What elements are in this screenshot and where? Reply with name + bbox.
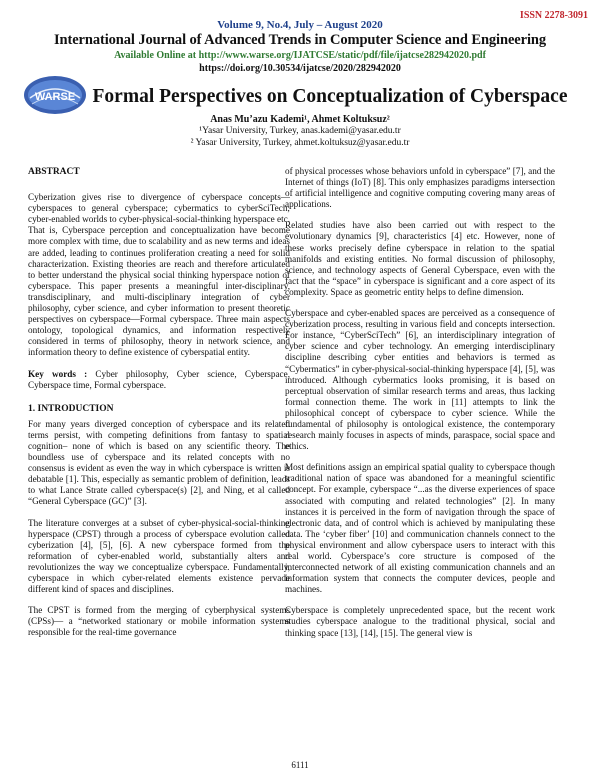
doi-link[interactable]: https://doi.org/10.30534/ijatcse/2020/282942020 bbox=[199, 63, 401, 74]
keywords bbox=[28, 369, 290, 391]
intro-paragraph-3: The CPST is formed from the merging of cyberphysical systems (CPSs)— a “networked stationary or mobile information systems responsible for the real-time governance bbox=[28, 605, 290, 638]
issn-label: ISSN 2278-3091 bbox=[519, 10, 588, 21]
authors: Anas Mu’azu Kademi¹, Ahmet Koltuksuz² bbox=[210, 114, 390, 125]
abstract-heading: ABSTRACT bbox=[28, 167, 80, 177]
journal-title: International Journal of Advanced Trends in Computer Science and Engineering bbox=[53, 32, 547, 48]
affiliation-1: ¹Yasar University, Turkey, anas.kademi@yasar.edu.tr bbox=[199, 126, 401, 136]
logo-text: WARSE bbox=[34, 91, 76, 103]
available-online-link[interactable]: Available Online at http://www.warse.org/IJATCSE/static/pdf/file/ijatcse282942020.pdf bbox=[114, 50, 486, 61]
abstract-text: Cyberization gives rise to divergence of cyberspace concepts—cyberspaces to general cyberspace; cybermatics to cyberSciTech; cyber-enabled worlds to cyber-physical-social-thinking hyperspace etc. That is, Cyberspace perception and conceptualization have become more complex with time, due to scalability and as new terms and ideas are added, leading to continues proliferation creating a need for solid characterization. Existing theories are reach and therefore articulated to better understand the physical social thinking hyperspace notion of cyberspace. This paper presents a meaningful inter-disciplinary, transdisciplinary, and multi-disciplinary integration of cyber philosophy, cyber science, and cyber information to present theoretic perspectives on cyberspace—Formal cyberspace. Three main aspects ontology, topological dynamics, and information respectively considered in terms of philosophy, theory in network science, and information theory to define existence of cyberspatial entity. bbox=[28, 192, 290, 358]
page-number: 6111 bbox=[291, 760, 309, 770]
keywords-label: Key words : bbox=[28, 368, 88, 379]
intro-paragraph-1: For many years diverged conception of cyberspace and its related terms persist, with competing definitions from fantasy to spatial cognition– none of which is based on any scientific theory. The boundless use of cyberspace and its related concepts with no consensus is evident as even the way in which cyberspace is written is debatable [1]. This, especially as semantic problem of definition, leads to what Lance Strate called cyberspace(s) [2], and Ning, et al called “General Cyberspace (GC)” [3]. bbox=[28, 418, 290, 507]
keywords-text: Cyber philosophy, Cyber science, Cyberspace, Cyberspace time, Formal cyberspace. bbox=[28, 368, 290, 390]
left-column bbox=[28, 167, 290, 648]
affiliation-2: ² Yasar University, Turkey, ahmet.koltuksuz@yasar.edu.tr bbox=[190, 138, 410, 148]
right-paragraph-2: Related studies have also been carried out with respect to the evolutionary dynamics [9], characteristics [4] etc. However, none of these works precisely define cyberspace in relation to the spatial manifolds and existing entities. No formal discussion of philosophy, science, and technology aspects of General Cyberspace, even with the fact that the “space” in cyberspace is significant and a core aspect of its complexity. Space as geometric entity helps to define dimension. bbox=[285, 220, 555, 297]
intro-paragraph-2: The literature converges at a subset of cyber-physical-social-thinking hyperspace (CPST) through a process of cyberspace evolution called cyberization [4], [5], [6]. A new cyberspace formed from the reformation of cyber-enabled world, substantially alters and revolutionizes the way we conceptualize cyberspace. Fundamentally, cyberspace in which cyber-related elements existence pervade different kind of spaces and disciplines. bbox=[28, 517, 290, 595]
warse-logo bbox=[22, 74, 88, 116]
volume-line: Volume 9, No.4, July – August 2020 bbox=[217, 19, 383, 31]
introduction-heading: 1. INTRODUCTION bbox=[28, 403, 114, 414]
right-column bbox=[285, 166, 555, 649]
right-paragraph-1: of physical processes whose behaviors unfold in cyberspace” [7], and the Internet of things (IoT) [8]. This only emphasizes paradigms intersection of artificial intelligence and cognitive computing covering many areas of applications. bbox=[285, 166, 555, 210]
right-paragraph-3: Cyberspace and cyber-enabled spaces are perceived as a consequence of cyberization process, resulting in various field and concepts intersection. For instance, “CyberSciTech” [6], an interdisciplinary integration of cyber science and cyber technology. An emerging interdisciplinary discipline describing cyber entities and behaviors is termed as “Cybermatics” in cyber-physical-social-thinking hyperspace [4], [5], was introduced. Although cybermatics looks promising, it is based on perceptual observation of similar research terms and areas, thus lacking formal connection theme. The work in [11] attempts to link the philosophical concept of cyberspace to cyber science. While the fundamental of philosophy is ontological existence, the contemporary research mainly focuses in aspects of minds, paraspace, social space and ethics. bbox=[285, 308, 555, 452]
right-paragraph-4: Most definitions assign an empirical spatial quality to cyberspace though traditional nation of space was abandoned for a meaningful scientific concept. For example, cyberspace “...as the diverse experiences of space associated with computing and related technologies” [2]. In many instances it is perceived in the form of navigation through the space of electronic data, and of control which is achieved by manipulating these data. The ‘cyber fiber’ [10] and communication channels connect to the physical environment and allow cyberspace users to interact with this real world. Cyberspace’s core structure is composed of the interconnected network of all existing communication channels and an information system that connects the computer devices, people and machines. bbox=[285, 462, 555, 595]
paper-title: Formal Perspectives on Conceptualization of Cyberspace bbox=[92, 86, 568, 107]
right-paragraph-5: Cyberspace is completely unprecedented space, but the recent work studies cyberspace analogue to the traditional physical, social and thinking space [13], [14], [15]. The general view is bbox=[285, 605, 555, 638]
